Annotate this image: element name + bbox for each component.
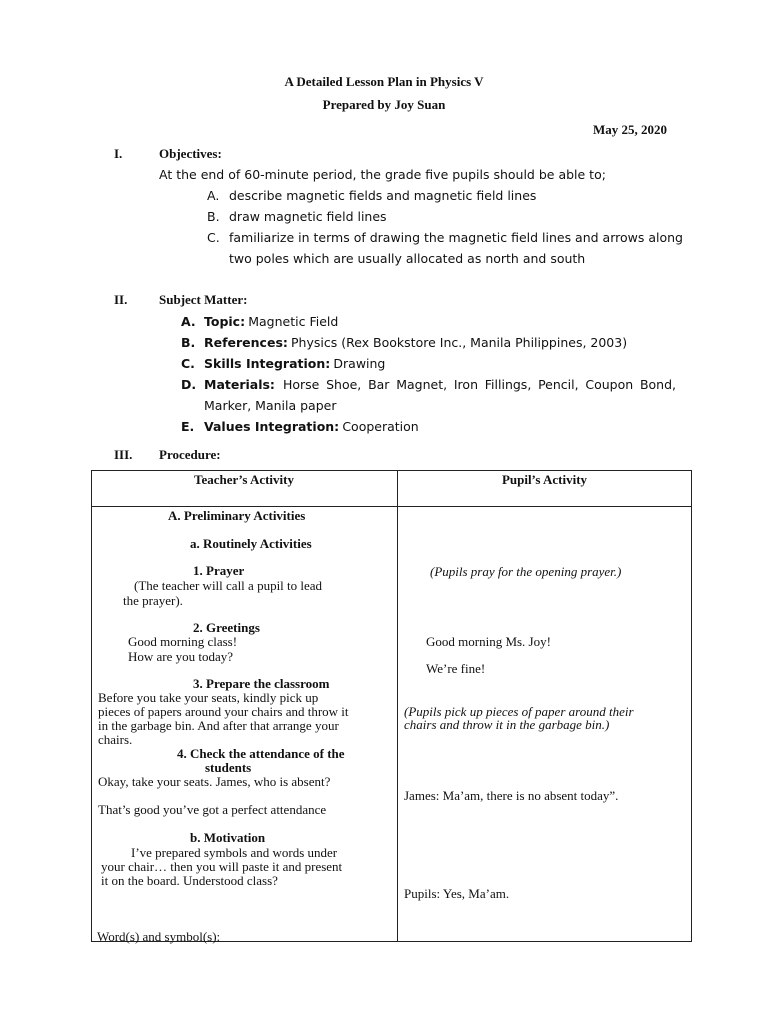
greetings-heading: 2. Greetings <box>193 620 260 635</box>
prepare-classroom-heading: 3. Prepare the classroom <box>193 676 330 691</box>
objectives-heading: Objectives: <box>159 146 222 161</box>
prayer-line-1: (The teacher will call a pupil to lead <box>134 578 323 593</box>
objective-letter-b: B. <box>207 209 220 224</box>
preliminary-activities-heading: A. Preliminary Activities <box>168 508 306 523</box>
prayer-heading: 1. Prayer <box>193 563 245 578</box>
subject-item-materials <box>204 377 676 392</box>
subject-letter-e: E. <box>181 419 195 434</box>
subject-value-values: Cooperation <box>342 419 419 434</box>
attendance-line-1: Okay, take your seats. James, who is absent? <box>98 774 331 789</box>
objective-letter-a: A. <box>207 188 220 203</box>
words-and-symbols-label: Word(s) and symbol(s): <box>97 929 221 944</box>
subject-letter-c: C. <box>181 356 195 371</box>
prepare-line-3: in the garbage bin. And after that arrange your <box>98 718 339 733</box>
objective-letter-c: C. <box>207 230 220 245</box>
document-title: A Detailed Lesson Plan in Physics V <box>284 74 484 89</box>
prepare-line-1: Before you take your seats, kindly pick up <box>98 690 319 705</box>
section-numeral-1: I. <box>114 146 123 161</box>
routinely-activities-heading: a. Routinely Activities <box>190 536 312 551</box>
pupil-james-response: James: Ma’am, there is no absent today”. <box>404 788 619 803</box>
prepare-line-4: chairs. <box>98 732 133 747</box>
pupil-pickup-line-1: (Pupils pick up pieces of paper around their <box>404 704 634 719</box>
objective-text-c-cont: two poles which are usually allocated as north and south <box>229 251 586 266</box>
motivation-heading: b. Motivation <box>190 830 266 845</box>
subject-letter-a: A. <box>181 314 196 329</box>
subject-label-topic: Topic: <box>204 314 246 329</box>
subject-label-references: References: <box>204 335 288 350</box>
subject-item-values <box>204 419 419 435</box>
objectives-intro: At the end of 60-minute period, the grade five pupils should be able to; <box>159 167 606 182</box>
subject-matter-heading: Subject Matter: <box>159 292 248 307</box>
objective-text-b: draw magnetic field lines <box>229 209 387 224</box>
procedure-heading: Procedure: <box>159 447 221 462</box>
teacher-activity-header: Teacher’s Activity <box>193 472 294 487</box>
prayer-line-2: the prayer). <box>123 593 183 608</box>
subject-value-materials: Horse Shoe, Bar Magnet, Iron Fillings, Pencil, Coupon Bond, <box>282 377 676 392</box>
subject-label-skills: Skills Integration: <box>204 356 331 371</box>
objective-text-c: familiarize in terms of drawing the magnetic field lines and arrows along <box>229 230 683 245</box>
pupil-yes-response: Pupils: Yes, Ma’am. <box>404 886 510 901</box>
pupil-fine-response: We’re fine! <box>426 661 486 676</box>
subject-value-materials-cont: Marker, Manila paper <box>204 398 337 413</box>
table-column-divider <box>397 470 398 942</box>
motivation-line-1: I’ve prepared symbols and words under <box>131 845 338 860</box>
subject-label-materials: Materials: <box>204 377 275 392</box>
subject-letter-b: B. <box>181 335 196 350</box>
prepared-by: Prepared by Joy Suan <box>322 97 446 112</box>
subject-value-references: Physics (Rex Bookstore Inc., Manila Philippines, 2003) <box>291 335 628 350</box>
subject-item-topic <box>204 314 338 330</box>
subject-value-skills: Drawing <box>333 356 386 371</box>
greetings-line-2: How are you today? <box>128 649 234 664</box>
subject-letter-d: D. <box>181 377 197 392</box>
pupil-pickup-line-2: chairs and throw it in the garbage bin.) <box>404 717 610 732</box>
subject-value-topic: Magnetic Field <box>248 314 339 329</box>
section-numeral-2: II. <box>114 292 128 307</box>
greetings-line-1: Good morning class! <box>128 634 238 649</box>
attendance-heading-2: students <box>205 760 252 775</box>
subject-label-values: Values Integration: <box>204 419 340 434</box>
section-numeral-3: III. <box>114 447 133 462</box>
motivation-line-2: your chair… then you will paste it and present <box>101 859 343 874</box>
motivation-line-3: it on the board. Understood class? <box>101 873 278 888</box>
subject-item-references <box>204 335 627 351</box>
attendance-heading-1: 4. Check the attendance of the <box>177 746 345 761</box>
subject-item-skills <box>204 356 385 372</box>
attendance-line-2: That’s good you’ve got a perfect attendance <box>98 802 327 817</box>
pupil-greeting-response: Good morning Ms. Joy! <box>426 634 551 649</box>
objective-text-a: describe magnetic fields and magnetic field lines <box>229 188 537 203</box>
table-header-divider <box>91 506 692 507</box>
prepare-line-2: pieces of papers around your chairs and throw it <box>98 704 349 719</box>
pupil-activity-header: Pupil’s Activity <box>501 472 588 487</box>
document-date: May 25, 2020 <box>593 122 668 137</box>
pupil-pray-response: (Pupils pray for the opening prayer.) <box>430 564 622 579</box>
